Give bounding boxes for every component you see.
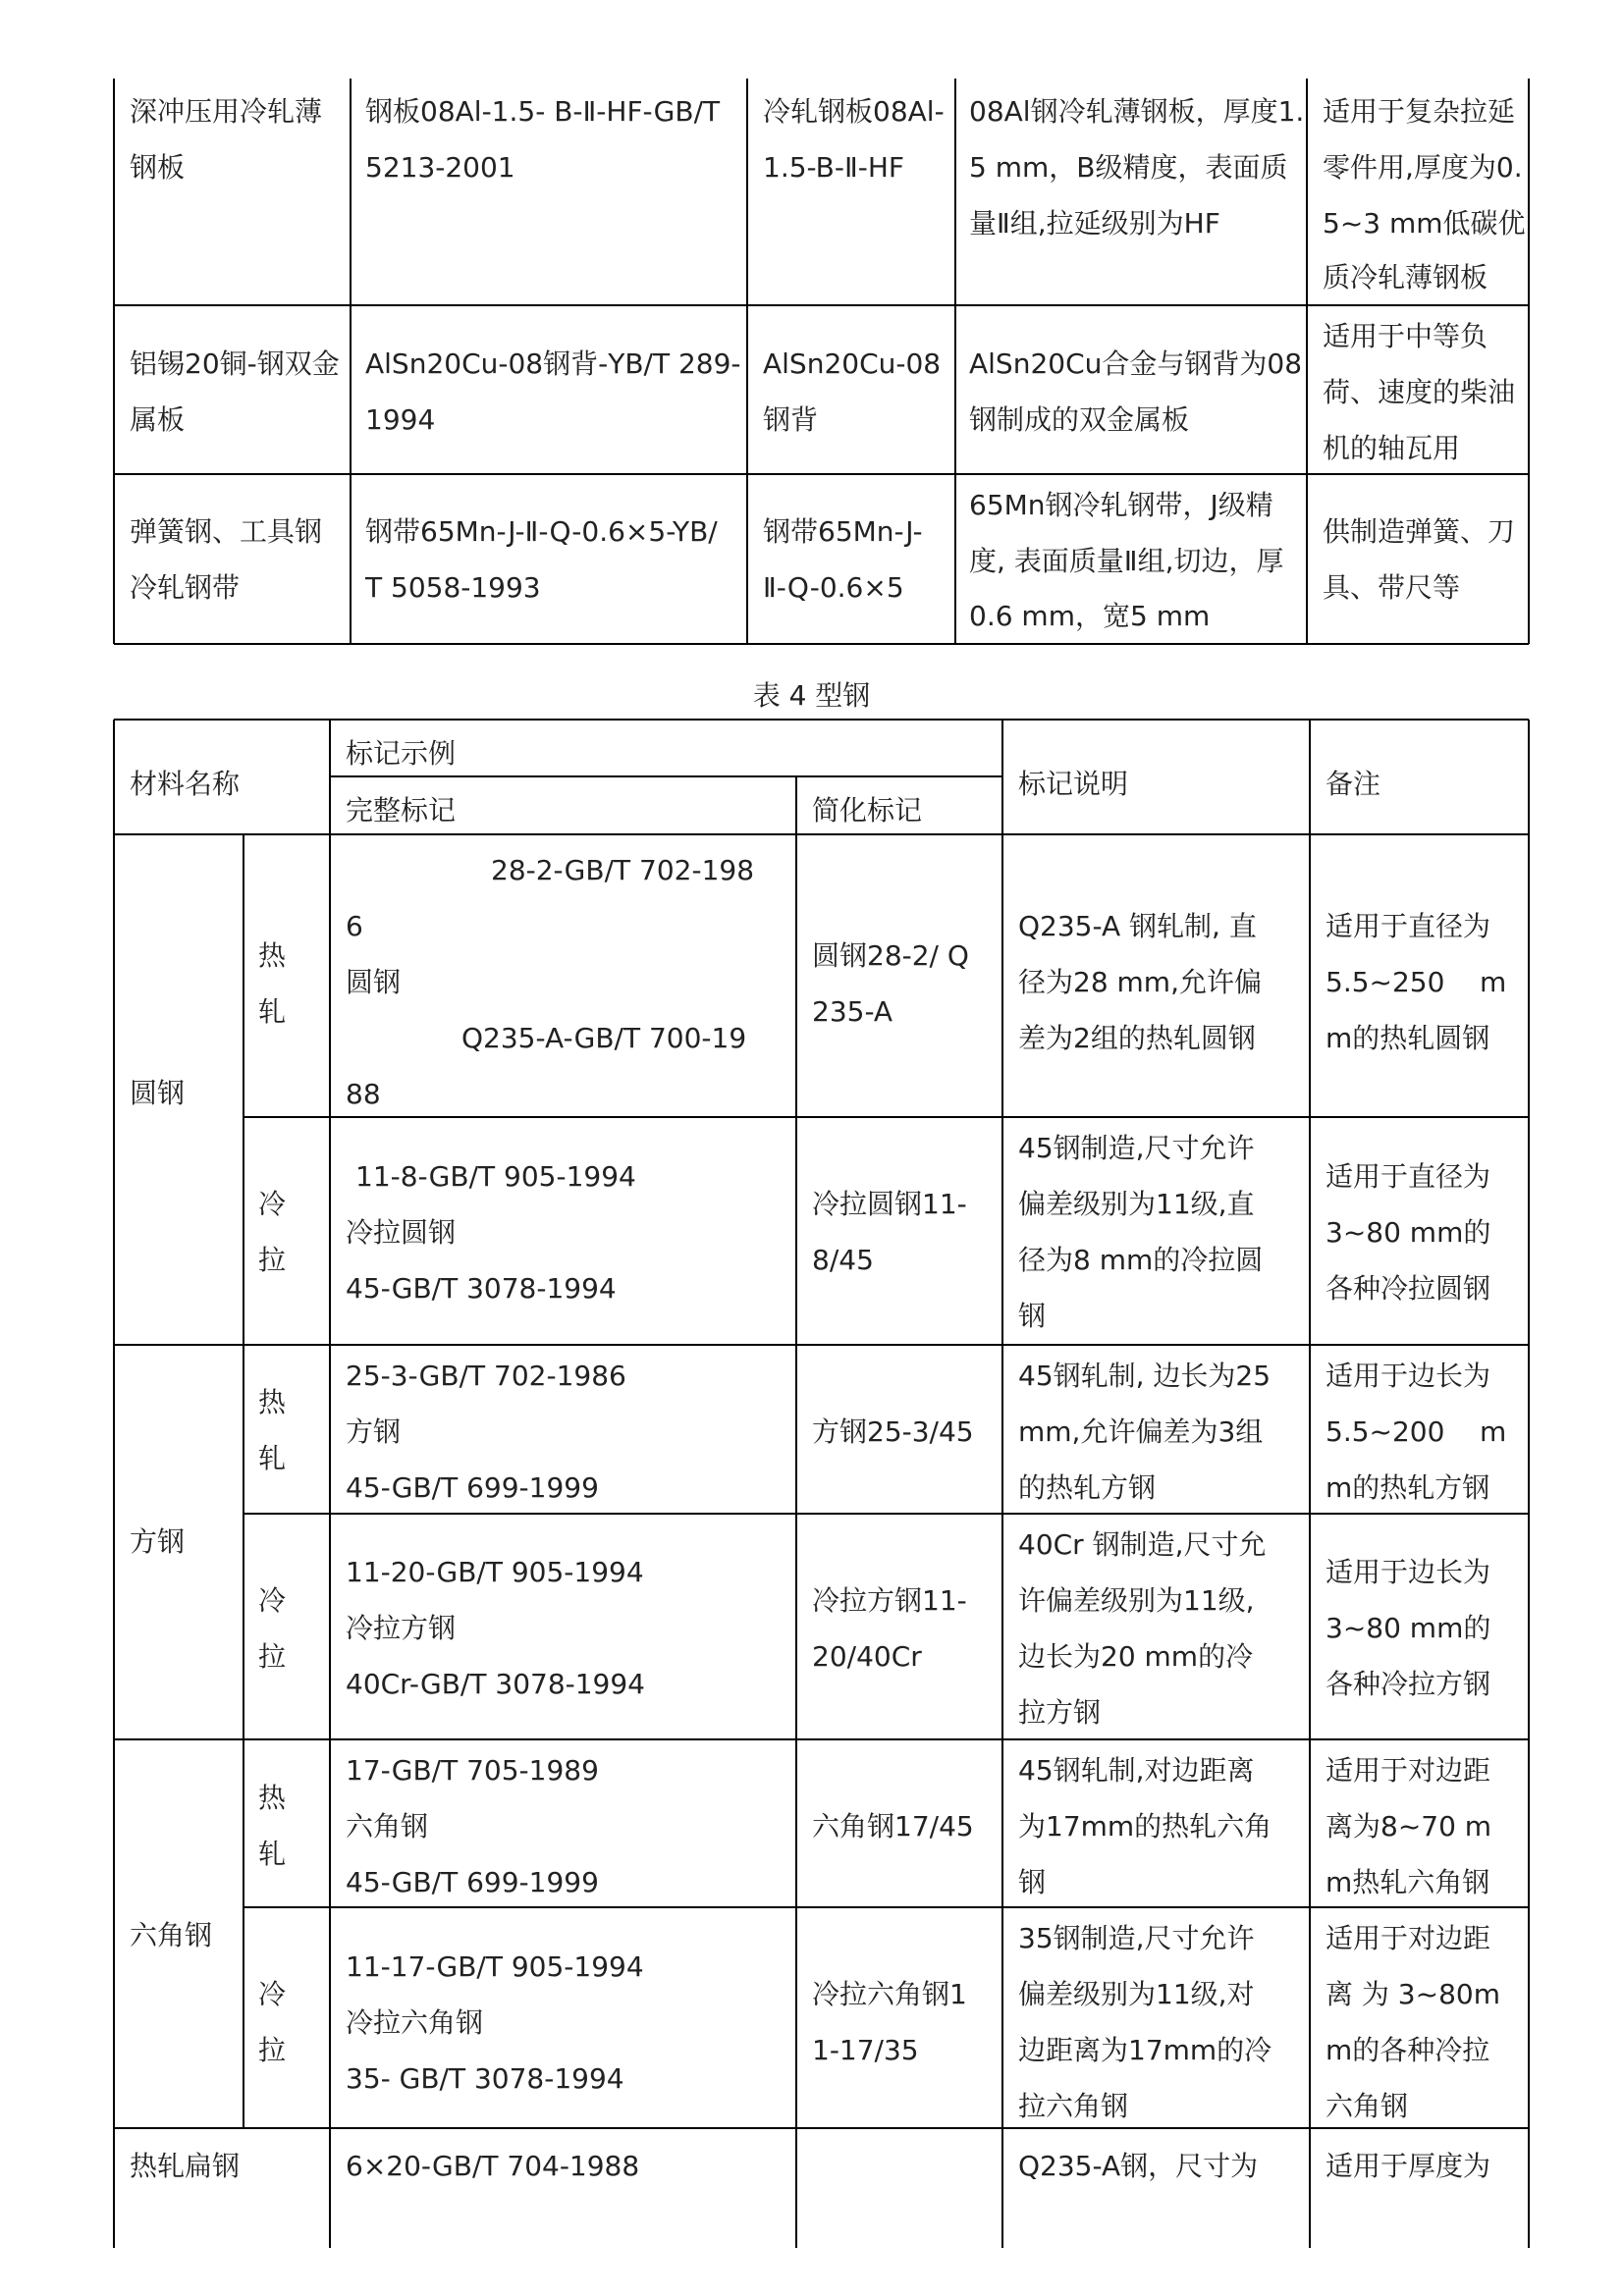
material-name: 属板: [130, 403, 186, 436]
remark: 机的轴瓦用: [1323, 432, 1461, 464]
short-mark: 20/40Cr: [812, 1640, 922, 1673]
remark: 适用于边长为: [1325, 1360, 1491, 1392]
full-mark: Q235-A-GB/T 700-19: [461, 1022, 747, 1054]
short-mark: 六角钢17/45: [812, 1810, 974, 1842]
mark-description: 钢: [1018, 1300, 1047, 1332]
material-name: 钢板: [130, 151, 186, 184]
remark: m的热轧方钢: [1325, 1471, 1490, 1504]
mark-description: 钢制成的双金属板: [969, 403, 1190, 436]
remark: 适用于复杂拉延: [1323, 95, 1516, 128]
mark-description: 偏差级别为11级,直: [1018, 1188, 1255, 1220]
mark-description: 度, 表面质量Ⅱ组,切边，厚: [969, 545, 1284, 577]
mark-description: mm,允许偏差为3组: [1018, 1415, 1264, 1448]
short-mark: 钢带65Mn-J-: [763, 515, 923, 548]
remark: 3~80 mm的: [1325, 1216, 1491, 1249]
short-mark: 235-A: [812, 995, 893, 1028]
process-label: 轧: [258, 1442, 287, 1474]
mark-description: 边长为20 mm的冷: [1018, 1640, 1254, 1673]
full-mark: 28-2-GB/T 702-198: [491, 854, 755, 886]
mark-description: 径为8 mm的冷拉圆: [1018, 1244, 1264, 1276]
remark: 零件用,厚度为0.: [1323, 151, 1523, 184]
remark: 荷、速度的柴油: [1323, 376, 1516, 408]
remark: 供制造弹簧、刀: [1323, 515, 1516, 548]
full-mark: 11-20-GB/T 905-1994: [346, 1556, 644, 1588]
process-label: 拉: [258, 1640, 287, 1673]
remark: 具、带尺等: [1323, 571, 1461, 604]
full-mark: 圆钢: [346, 966, 402, 998]
remark: 各种冷拉方钢: [1325, 1668, 1491, 1700]
remark: 离为8~70 m: [1325, 1810, 1492, 1842]
full-mark: 钢板08Al-1.5- B-Ⅱ-HF-GB/T: [365, 95, 721, 128]
mark-description: 65Mn钢冷轧钢带，J级精: [969, 489, 1273, 521]
full-mark: 11-8-GB/T 905-1994: [355, 1160, 636, 1193]
full-mark: T 5058-1993: [365, 571, 541, 604]
remark: m的热轧圆钢: [1325, 1022, 1490, 1054]
header-desc: 标记说明: [1018, 768, 1129, 800]
short-mark: 8/45: [812, 1244, 874, 1276]
full-mark: 5213-2001: [365, 151, 515, 184]
header-full: 完整标记: [346, 794, 457, 827]
mark-description: 拉六角钢: [1018, 2090, 1129, 2122]
full-mark: 88: [346, 1078, 381, 1110]
full-mark: 45-GB/T 699-1999: [346, 1866, 599, 1898]
full-mark: 40Cr-GB/T 3078-1994: [346, 1668, 645, 1700]
process-label: 冷: [258, 1188, 287, 1220]
table-title: 表 4 型钢: [752, 679, 871, 712]
full-mark: 11-17-GB/T 905-1994: [346, 1950, 644, 1983]
process-label: 热: [258, 1782, 287, 1814]
remark: 5~3 mm低碳优: [1323, 207, 1526, 240]
process-label: 拉: [258, 1244, 287, 1276]
material-name: 深冲压用冷轧薄: [130, 95, 323, 128]
process-label: 轧: [258, 1838, 287, 1870]
process-label: 热: [258, 939, 287, 972]
remark: m的各种冷拉: [1325, 2034, 1490, 2066]
short-mark: 冷拉六角钢1: [812, 1978, 967, 2010]
full-mark: 冷拉六角钢: [346, 2006, 484, 2039]
remark: 3~80 mm的: [1325, 1612, 1491, 1644]
mark-description: 40Cr 钢制造,尺寸允: [1018, 1528, 1267, 1561]
mark-description: 钢: [1018, 1866, 1047, 1898]
process-label: 冷: [258, 1978, 287, 2010]
mark-description: 径为28 mm,允许偏: [1018, 966, 1262, 998]
short-mark: 钢背: [763, 403, 819, 436]
process-label: 轧: [258, 995, 287, 1028]
full-mark: 45-GB/T 699-1999: [346, 1471, 599, 1504]
full-mark: 6×20-GB/T 704-1988: [346, 2150, 640, 2182]
material-name: 热轧扁钢: [130, 2150, 241, 2182]
short-mark: 圆钢28-2/ Q: [812, 939, 969, 972]
mark-description: 偏差级别为11级,对: [1018, 1978, 1255, 2010]
short-mark: Ⅱ-Q-0.6×5: [763, 571, 904, 604]
full-mark: 冷拉圆钢: [346, 1216, 457, 1249]
remark: 适用于边长为: [1325, 1556, 1491, 1588]
mark-description: 为17mm的热轧六角: [1018, 1810, 1272, 1842]
header-short: 简化标记: [812, 794, 923, 827]
header-example: 标记示例: [346, 737, 457, 770]
group-name: 圆钢: [130, 1077, 186, 1109]
remark: m热轧六角钢: [1325, 1866, 1490, 1898]
full-mark: 方钢: [346, 1415, 402, 1448]
short-mark: 1.5-B-Ⅱ-HF: [763, 151, 904, 184]
short-mark: 冷轧钢板08Al-: [763, 95, 945, 128]
full-mark: 6: [346, 910, 363, 942]
full-mark: AlSn20Cu-08钢背-YB/T 289-: [365, 347, 741, 380]
group-name: 方钢: [130, 1525, 186, 1558]
mark-description: 量Ⅱ组,拉延级别为HF: [969, 207, 1220, 240]
mark-description: 35钢制造,尺寸允许: [1018, 1922, 1255, 1954]
mark-description: 边距离为17mm的冷: [1018, 2034, 1272, 2066]
remark: 5.5~250 m: [1325, 966, 1507, 998]
remark: 离 为 3~80m: [1325, 1978, 1500, 2010]
process-label: 拉: [258, 2034, 287, 2066]
process-label: 热: [258, 1386, 287, 1418]
mark-description: 的热轧方钢: [1018, 1471, 1157, 1504]
mark-description: 0.6 mm，宽5 mm: [969, 600, 1211, 632]
header-material: 材料名称: [130, 768, 241, 800]
group-name: 六角钢: [130, 1919, 213, 1951]
short-mark: 冷拉圆钢11-: [812, 1188, 967, 1220]
mark-description: 45钢轧制, 边长为25: [1018, 1360, 1271, 1392]
full-mark: 17-GB/T 705-1989: [346, 1754, 599, 1787]
short-mark: 1-17/35: [812, 2034, 919, 2066]
short-mark: 方钢25-3/45: [812, 1415, 974, 1448]
remark: 5.5~200 m: [1325, 1415, 1507, 1448]
remark: 适用于中等负: [1323, 320, 1488, 352]
short-mark: AlSn20Cu-08: [763, 347, 942, 380]
mark-description: 45钢轧制,对边距离: [1018, 1754, 1255, 1787]
process-label: 冷: [258, 1584, 287, 1617]
short-mark: 冷拉方钢11-: [812, 1584, 967, 1617]
mark-description: Q235-A 钢轧制, 直: [1018, 910, 1257, 942]
full-mark: 25-3-GB/T 702-1986: [346, 1360, 626, 1392]
mark-description: 08Al钢冷轧薄钢板，厚度1.: [969, 95, 1305, 128]
remark: 适用于对边距: [1325, 1922, 1491, 1954]
full-mark: 钢带65Mn-J-Ⅱ-Q-0.6×5-YB/: [365, 515, 718, 548]
header-note: 备注: [1325, 768, 1381, 800]
remark: 适用于对边距: [1325, 1754, 1491, 1787]
remark: 适用于直径为: [1325, 910, 1491, 942]
material-name: 铝锡20铜-钢双金: [130, 347, 340, 380]
mark-description: 5 mm，B级精度，表面质: [969, 151, 1288, 184]
material-name: 弹簧钢、工具钢: [130, 515, 323, 548]
full-mark: 冷拉方钢: [346, 1612, 457, 1644]
remark: 适用于直径为: [1325, 1160, 1491, 1193]
remark: 适用于厚度为: [1325, 2150, 1491, 2182]
mark-description: 许偏差级别为11级,: [1018, 1584, 1255, 1617]
mark-description: 差为2组的热轧圆钢: [1018, 1022, 1256, 1054]
mark-description: AlSn20Cu合金与钢背为08: [969, 347, 1303, 380]
mark-description: 45钢制造,尺寸允许: [1018, 1132, 1255, 1164]
material-name: 冷轧钢带: [130, 571, 241, 604]
full-mark: 35- GB/T 3078-1994: [346, 2062, 624, 2095]
mark-description: Q235-A钢，尺寸为: [1018, 2150, 1259, 2182]
remark: 各种冷拉圆钢: [1325, 1272, 1491, 1305]
remark: 质冷轧薄钢板: [1323, 261, 1488, 294]
full-mark: 六角钢: [346, 1810, 429, 1842]
full-mark: 1994: [365, 403, 436, 436]
full-mark: 45-GB/T 3078-1994: [346, 1272, 617, 1305]
mark-description: 拉方钢: [1018, 1696, 1102, 1729]
remark: 六角钢: [1325, 2090, 1409, 2122]
